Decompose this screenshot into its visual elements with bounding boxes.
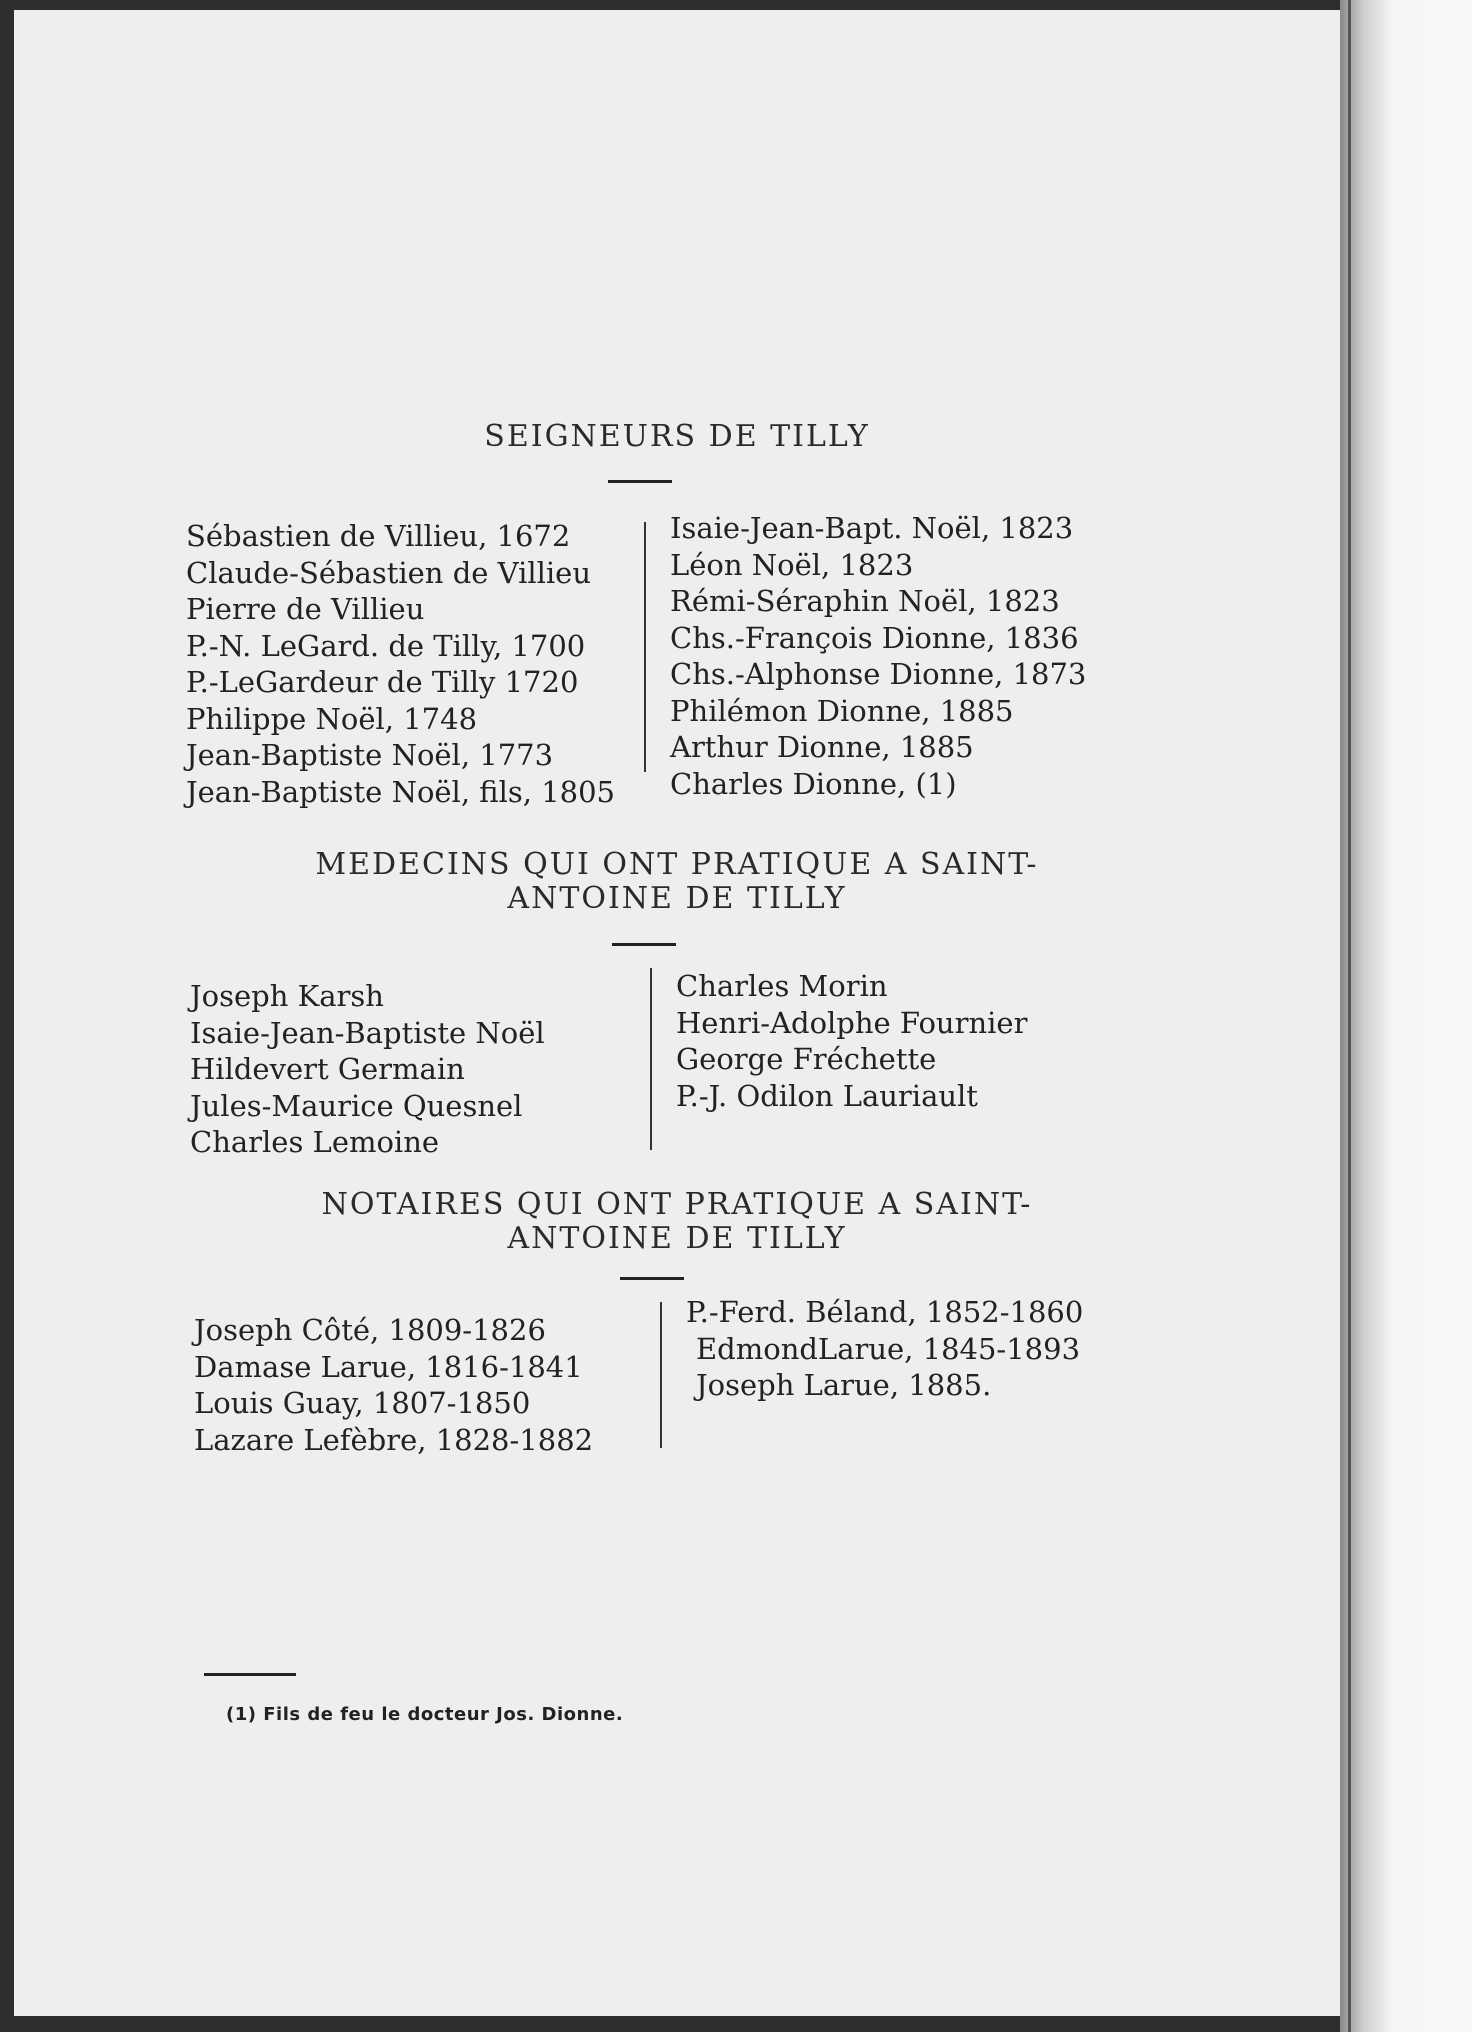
list-item: P.-J. Odilon Lauriault [676, 1078, 978, 1113]
footnote-rule [204, 1673, 296, 1676]
list-item: P.-Ferd. Béland, 1852-1860 [686, 1295, 1084, 1329]
page-right-margin [1340, 0, 1472, 2032]
list-item: Hildevert Germain [190, 1052, 465, 1086]
list-item: EdmondLarue, 1845-1893 [696, 1331, 1081, 1366]
list-item: George Fréchette [676, 1042, 937, 1076]
list-item: Henri-Adolphe Fournier [676, 1005, 1028, 1040]
notaires-left-column [194, 1312, 593, 1458]
seigneurs-title: SEIGNEURS DE TILLY [484, 419, 870, 454]
medecins-title-line2: ANTOINE DE TILLY [507, 881, 847, 916]
list-item: Chs.-Alphonse Dionne, 1873 [670, 657, 1087, 691]
notaires-right-column [686, 1294, 1083, 1404]
list-item: Louis Guay, 1807-1850 [194, 1386, 531, 1420]
list-item: Joseph Larue, 1885. [696, 1368, 992, 1402]
seigneurs-title-rule [608, 480, 672, 483]
seigneurs-left-column [186, 518, 615, 810]
notaires-title-line2: ANTOINE DE TILLY [507, 1221, 847, 1256]
list-item: Joseph Côté, 1809-1826 [194, 1313, 546, 1347]
notaires-title-line1: NOTAIRES QUI ONT PRATIQUE A SAINT- [321, 1187, 1033, 1222]
list-item: Philémon Dionne, 1885 [670, 693, 1014, 728]
list-item: Philippe Noël, 1748 [186, 701, 478, 736]
medecins-title-rule [612, 943, 676, 946]
list-item: Charles Lemoine [190, 1125, 440, 1159]
medecins-title-line1: MEDECINS QUI ONT PRATIQUE A SAINT- [315, 847, 1039, 882]
list-item: Chs.-François Dionne, 1836 [670, 620, 1079, 655]
list-item: P.-N. LeGard. de Tilly, 1700 [186, 628, 586, 663]
seigneurs-column-divider [644, 522, 646, 772]
list-item: Jean-Baptiste Noël, 1773 [186, 738, 554, 772]
list-item: Lazare Lefèbre, 1828-1882 [194, 1422, 594, 1457]
notaires-title-rule [620, 1277, 684, 1280]
list-item: Charles Morin [676, 969, 888, 1003]
document-page [14, 10, 1340, 2016]
medecins-right-column [676, 968, 1027, 1114]
list-item: Damase Larue, 1816-1841 [194, 1349, 583, 1384]
list-item: Charles Dionne, (1) [670, 766, 957, 801]
list-item: Isaie-Jean-Baptiste Noël [190, 1015, 545, 1050]
notaires-column-divider [660, 1302, 662, 1448]
footnote: (1) Fils de feu le docteur Jos. Dionne. [226, 1704, 624, 1725]
list-item: Jean-Baptiste Noël, fils, 1805 [186, 774, 616, 809]
list-item: P.-LeGardeur de Tilly 1720 [186, 665, 579, 699]
page-gutter [1348, 0, 1351, 2032]
list-item: Léon Noël, 1823 [670, 547, 914, 582]
medecins-column-divider [650, 968, 652, 1150]
list-item: Rémi-Séraphin Noël, 1823 [670, 584, 1060, 618]
list-item: Joseph Karsh [190, 979, 384, 1013]
list-item: Sébastien de Villieu, 1672 [186, 519, 571, 553]
list-item: Isaie-Jean-Bapt. Noël, 1823 [670, 511, 1074, 545]
list-item: Claude-Sébastien de Villieu [186, 555, 592, 590]
medecins-left-column [190, 978, 545, 1161]
list-item: Arthur Dionne, 1885 [670, 730, 974, 764]
list-item: Pierre de Villieu [186, 592, 425, 626]
list-item: Jules-Maurice Quesnel [190, 1088, 523, 1123]
seigneurs-right-column [670, 510, 1086, 802]
